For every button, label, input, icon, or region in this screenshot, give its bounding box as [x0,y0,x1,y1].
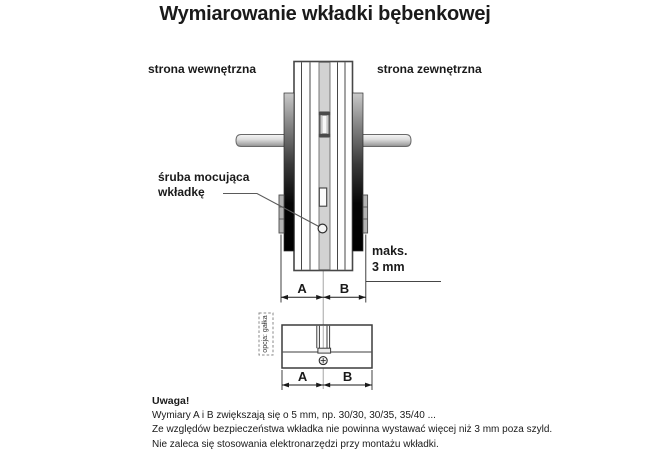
cam [318,348,331,353]
door-section [294,62,353,271]
page-title: Wymiarowanie wkładki bębenkowej [159,3,491,25]
arrowhead [281,295,288,300]
dim-b-upper: B [339,280,350,296]
arrowhead [323,383,330,388]
note-heading: Uwaga! [152,395,190,407]
latch-bolt [319,112,330,137]
label-max-protrusion [372,244,407,275]
label-max-line2: 3 mm [372,259,405,274]
dim-b-lower: B [342,368,353,384]
label-max-line1: maks. [372,244,408,258]
fixing-screw [318,224,327,233]
latch-cap-top [319,112,330,115]
cylinder-profile [282,325,372,368]
deadbolt [319,188,326,206]
note-line: Wymiary A i B zwiększają się o 5 mm, np. 30/30, 30/35, 35/40 ... [152,409,436,421]
arrowhead [323,295,330,300]
latch-cap-bottom [319,134,330,137]
label-fixing-screw [158,170,249,200]
arrowhead [282,383,289,388]
note-line: Ze względów bezpieczeństwa wkładka nie powinna wystawać więcej niż 3 mm poza szyld. [152,424,553,436]
label-fixing-screw-line2: wkładkę [158,185,205,199]
escutcheon-outer [353,93,364,251]
lock-faceplate-channel [319,62,330,269]
arrowhead [359,295,366,300]
label-fixing-screw-line1: śruba mocująca [158,170,250,184]
arrowhead [316,295,323,300]
dim-a-lower: A [297,368,308,384]
label-knob-option: opcja: gałka [262,315,269,353]
escutcheon-inner [284,93,294,251]
dim-a-upper: A [297,280,307,296]
handle-outer [358,135,411,147]
label-outer-side: strona zewnętrzna [377,62,482,76]
handle-inner [236,135,288,147]
arrowhead [316,383,323,388]
note-line: Nie zaleca się stosowania elektronarzędzi przy montażu wkładki. [152,438,439,450]
cylinder-end-outer [363,195,368,233]
cylinder-end-inner [279,195,284,233]
latch-face [322,116,327,134]
arrowhead [365,383,372,388]
note-block [152,394,552,450]
label-inner-side: strona wewnętrzna [148,62,257,76]
